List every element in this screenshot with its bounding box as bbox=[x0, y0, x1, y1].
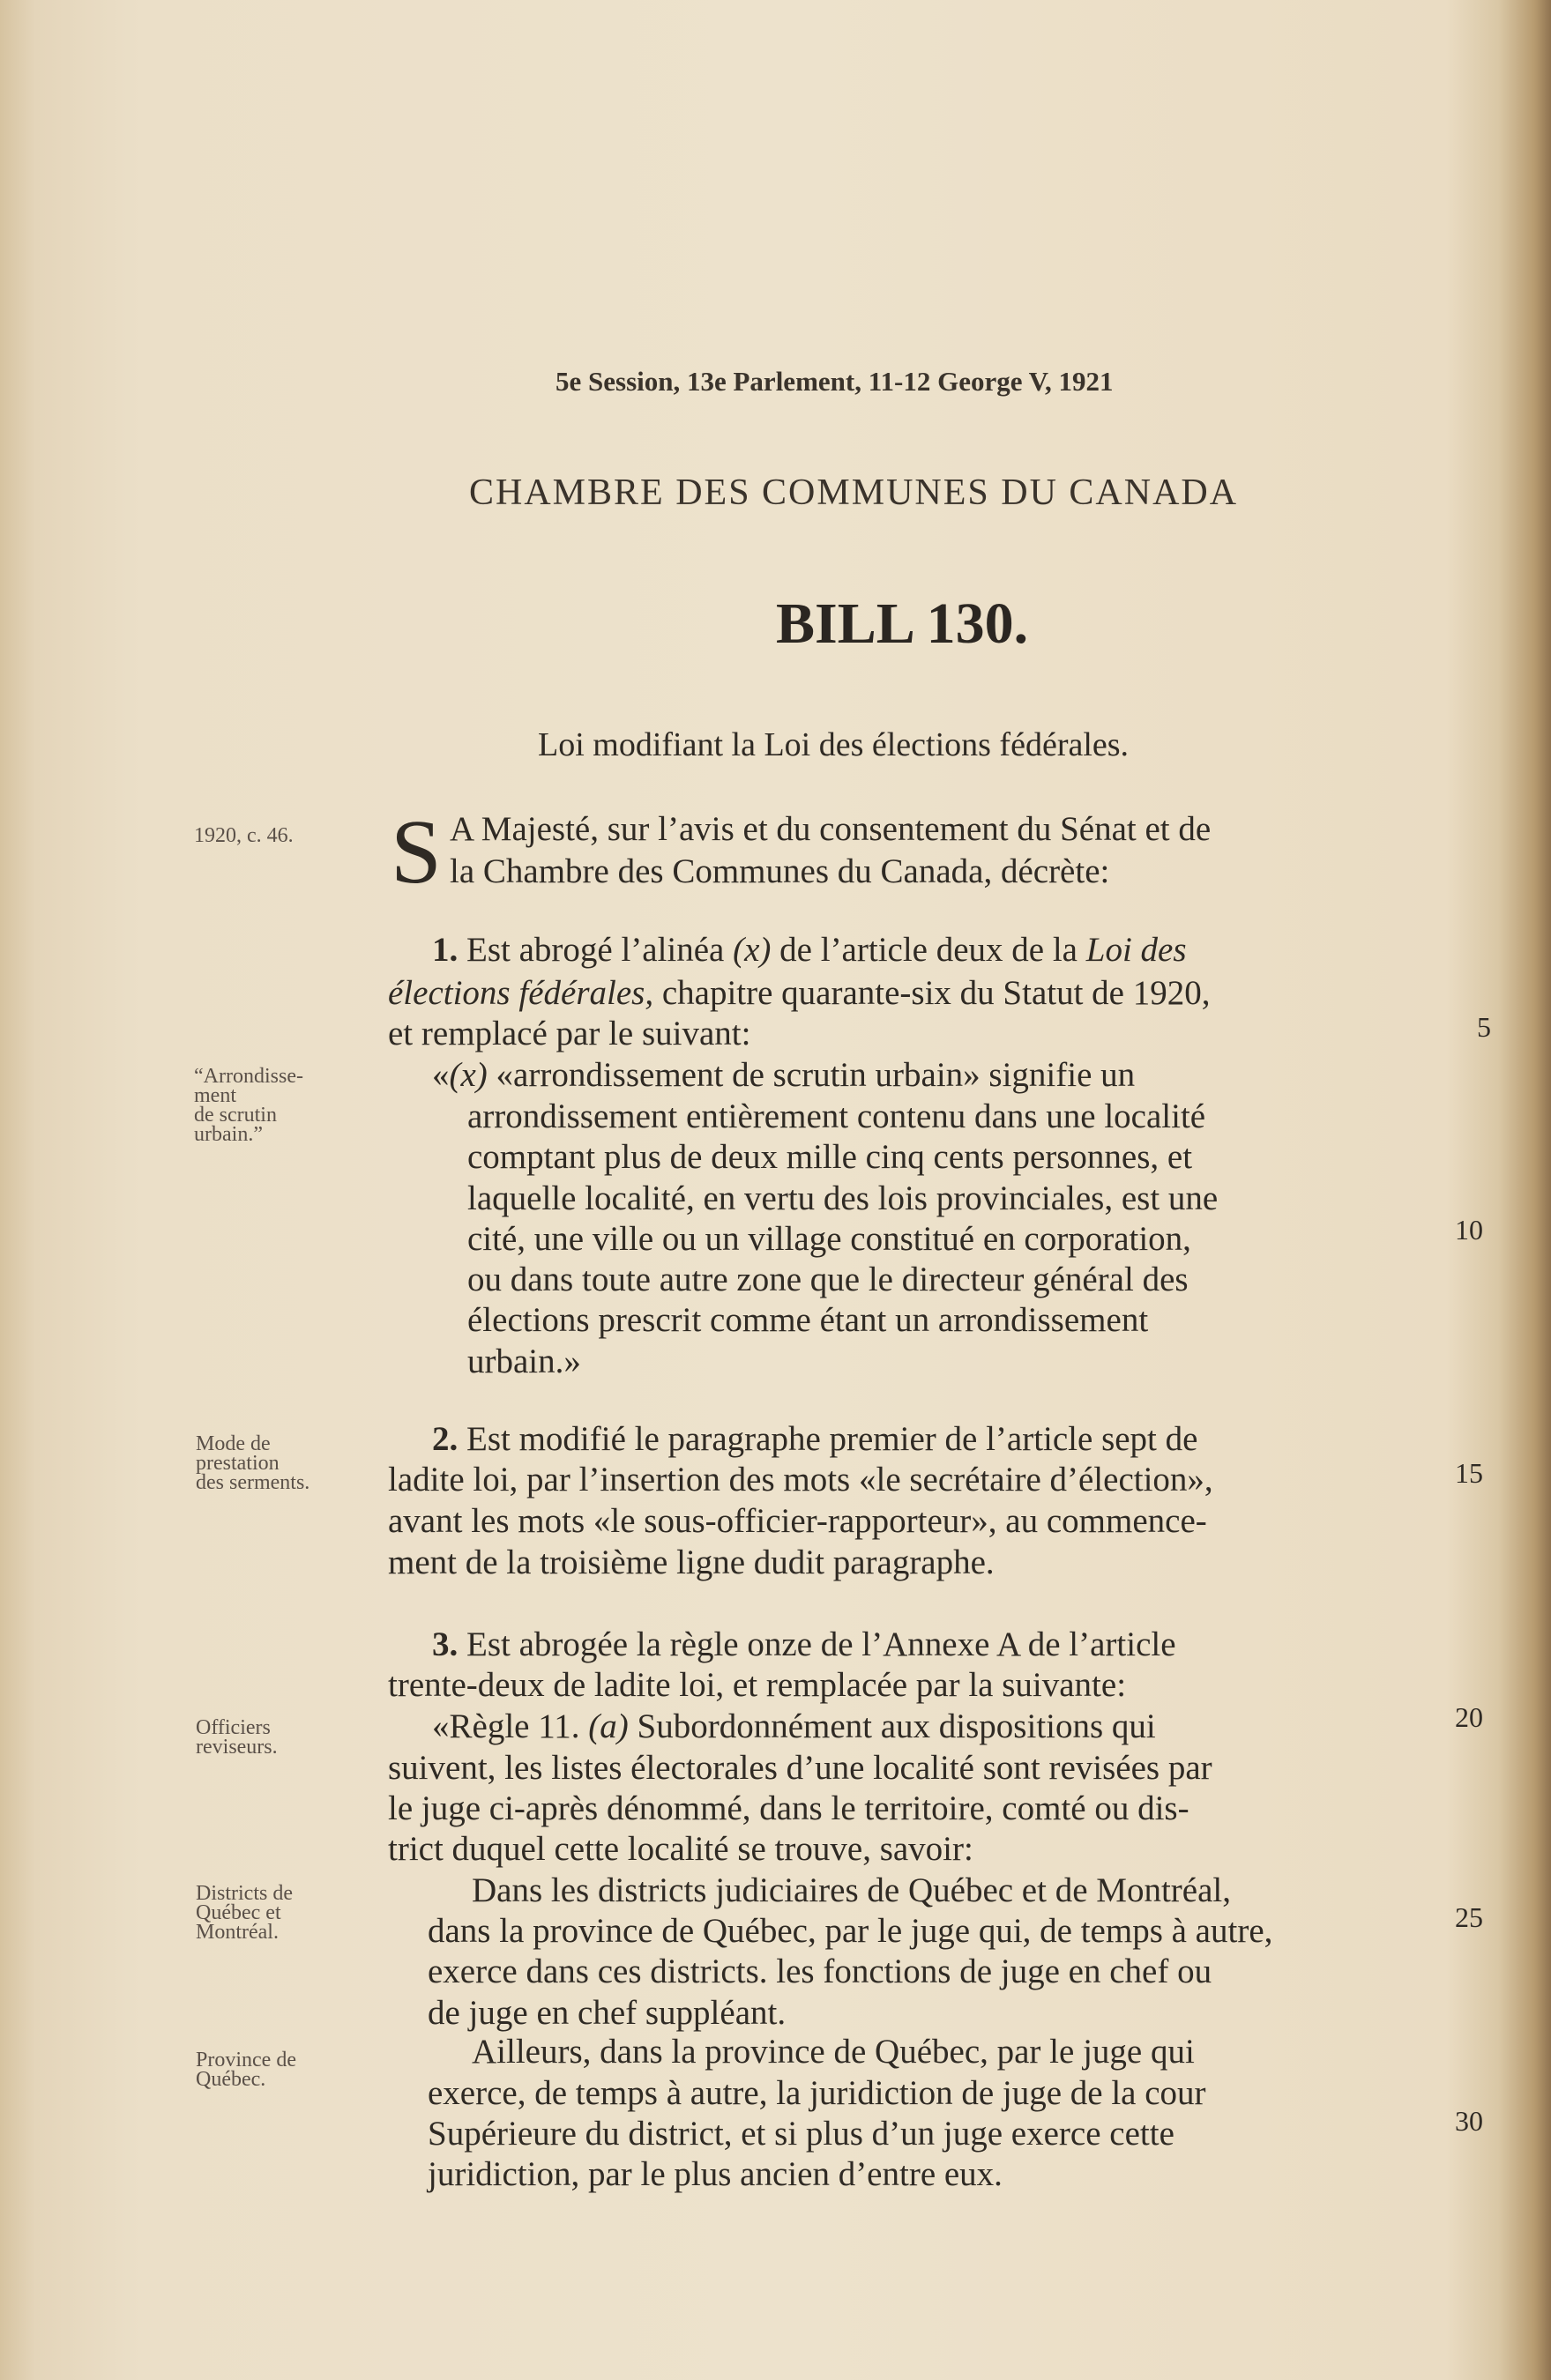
margin-note-line: Québec. bbox=[196, 2068, 266, 2091]
margin-note-line: Québec et bbox=[196, 1901, 281, 1924]
line-number: 30 bbox=[1455, 2105, 1483, 2137]
margin-note-citation: 1920, c. 46. bbox=[194, 824, 294, 847]
districts-paragraph-line: de juge en chef suppléant. bbox=[428, 1994, 787, 2032]
districts-paragraph-line: dans la province de Québec, par le juge qui, de temps à autre, bbox=[428, 1912, 1273, 1950]
quoted-definition-line: cité, une ville ou un village constitué en corporation, bbox=[467, 1220, 1191, 1258]
margin-note-line: des serments. bbox=[196, 1471, 310, 1494]
section-2-line: ment de la troisième ligne dudit paragraphe. bbox=[388, 1543, 995, 1581]
text-span: Subordonnément aux dispositions qui bbox=[628, 1707, 1156, 1745]
section-2-line bbox=[432, 1419, 1197, 1459]
act-title: Loi modifiant la Loi des élections fédérales. bbox=[538, 726, 1130, 763]
section-number: 2. bbox=[432, 1420, 459, 1458]
italic-span: Loi des bbox=[1085, 931, 1187, 969]
margin-note-province bbox=[196, 2050, 296, 2089]
section-number: 3. bbox=[432, 1625, 459, 1663]
line-number: 25 bbox=[1455, 1901, 1483, 1933]
enacting-clause-line: la Chambre des Communes du Canada, décrète: bbox=[450, 852, 1110, 890]
margin-note-line: reviseurs. bbox=[196, 1736, 278, 1759]
margin-note-line: de scrutin bbox=[194, 1104, 277, 1127]
italic-span: élections fédérales, bbox=[388, 974, 654, 1012]
quoted-definition-line: urbain.» bbox=[467, 1342, 581, 1380]
text-span: « bbox=[432, 1056, 450, 1094]
quoted-definition-line: ou dans toute autre zone que le directeur général des bbox=[467, 1261, 1189, 1298]
quoted-definition-line: arrondissement entièrement contenu dans une localité bbox=[467, 1097, 1206, 1135]
province-paragraph-line: exerce, de temps à autre, la juridiction de juge de la cour bbox=[428, 2074, 1206, 2112]
section-2-line: ladite loi, par l’insertion des mots «le secrétaire d’élection», bbox=[388, 1461, 1213, 1499]
text-span: «Règle 11. bbox=[432, 1707, 589, 1745]
margin-note-line: “Arrondisse- bbox=[194, 1065, 303, 1088]
margin-note-line: ment bbox=[194, 1084, 236, 1107]
margin-note-line: Province de bbox=[196, 2049, 296, 2071]
line-number: 15 bbox=[1455, 1457, 1483, 1489]
section-1-line: et remplacé par le suivant: bbox=[388, 1015, 751, 1052]
bill-title: BILL 130. bbox=[776, 591, 1029, 656]
house-title: CHAMBRE DES COMMUNES DU CANADA bbox=[469, 472, 1239, 513]
section-3-line: trente-deux de ladite loi, et remplacée par la suivante: bbox=[388, 1666, 1127, 1704]
margin-note-serments bbox=[196, 1434, 309, 1492]
italic-span: (x) bbox=[733, 931, 772, 969]
section-3-line bbox=[432, 1625, 1176, 1664]
section-1-line bbox=[432, 930, 1187, 970]
quoted-definition-line: élections prescrit comme étant un arrondissement bbox=[467, 1301, 1149, 1339]
districts-paragraph-line: Dans les districts judiciaires de Québec et de Montréal, bbox=[472, 1871, 1231, 1909]
line-number: 20 bbox=[1455, 1701, 1483, 1733]
margin-note-line: Mode de bbox=[196, 1432, 271, 1455]
session-line: 5e Session, 13e Parlement, 11-12 George V, 1921 bbox=[556, 366, 1114, 397]
text-span: de l’article deux de la bbox=[771, 931, 1086, 969]
line-number: 10 bbox=[1455, 1214, 1483, 1246]
text-span: Est modifié le paragraphe premier de l’article sept de bbox=[458, 1420, 1198, 1458]
quoted-definition-line bbox=[432, 1055, 1135, 1095]
rule-11-line: trict duquel cette localité se trouve, savoir: bbox=[388, 1830, 973, 1868]
province-paragraph-line: juridiction, par le plus ancien d’entre eux. bbox=[428, 2155, 1003, 2193]
margin-note-line: Officiers bbox=[196, 1716, 271, 1739]
rule-11-line: suivent, les listes électorales d’une localité sont revisées par bbox=[388, 1749, 1212, 1787]
italic-span: (x) bbox=[449, 1056, 488, 1094]
quoted-definition-line: comptant plus de deux mille cinq cents personnes, et bbox=[467, 1138, 1193, 1176]
quoted-definition-line: laquelle localité, en vertu des lois provinciales, est une bbox=[467, 1179, 1219, 1217]
italic-span: (a) bbox=[588, 1707, 629, 1745]
province-paragraph-line: Supérieure du district, et si plus d’un juge exerce cette bbox=[428, 2115, 1174, 2153]
section-number: 1. bbox=[432, 931, 459, 969]
margin-note-line: urbain.” bbox=[194, 1123, 263, 1146]
margin-note-arrondissement bbox=[194, 1067, 303, 1144]
rule-11-line: le juge ci-après dénommé, dans le territoire, comté ou dis- bbox=[388, 1789, 1189, 1827]
margin-note-districts bbox=[196, 1884, 293, 1942]
text-span: chapitre quarante-six du Statut de 1920, bbox=[653, 974, 1211, 1012]
margin-note-officiers bbox=[196, 1718, 278, 1757]
margin-note-line: prestation bbox=[196, 1452, 280, 1475]
line-number: 5 bbox=[1477, 1011, 1491, 1043]
province-paragraph-line: Ailleurs, dans la province de Québec, par le juge qui bbox=[472, 2033, 1195, 2071]
bleed-through bbox=[864, 115, 874, 160]
drop-cap: S bbox=[391, 801, 442, 903]
text-span: Est abrogé l’alinéa bbox=[458, 931, 734, 969]
margin-note-line: Districts de bbox=[196, 1882, 293, 1905]
districts-paragraph-line: exerce dans ces districts. les fonctions de juge en chef ou bbox=[428, 1952, 1212, 1990]
text-span: Est abrogée la règle onze de l’Annexe A de l’article bbox=[458, 1625, 1176, 1663]
rule-11-line bbox=[432, 1707, 1156, 1746]
section-1-line bbox=[388, 973, 1211, 1013]
section-2-line: avant les mots «le sous-officier-rapporteur», au commence- bbox=[388, 1502, 1207, 1540]
text-span: «arrondissement de scrutin urbain» signifie un bbox=[487, 1056, 1136, 1094]
margin-note-line: Montréal. bbox=[196, 1921, 279, 1944]
enacting-clause-line: A Majesté, sur l’avis et du consentement du Sénat et de bbox=[450, 810, 1212, 848]
